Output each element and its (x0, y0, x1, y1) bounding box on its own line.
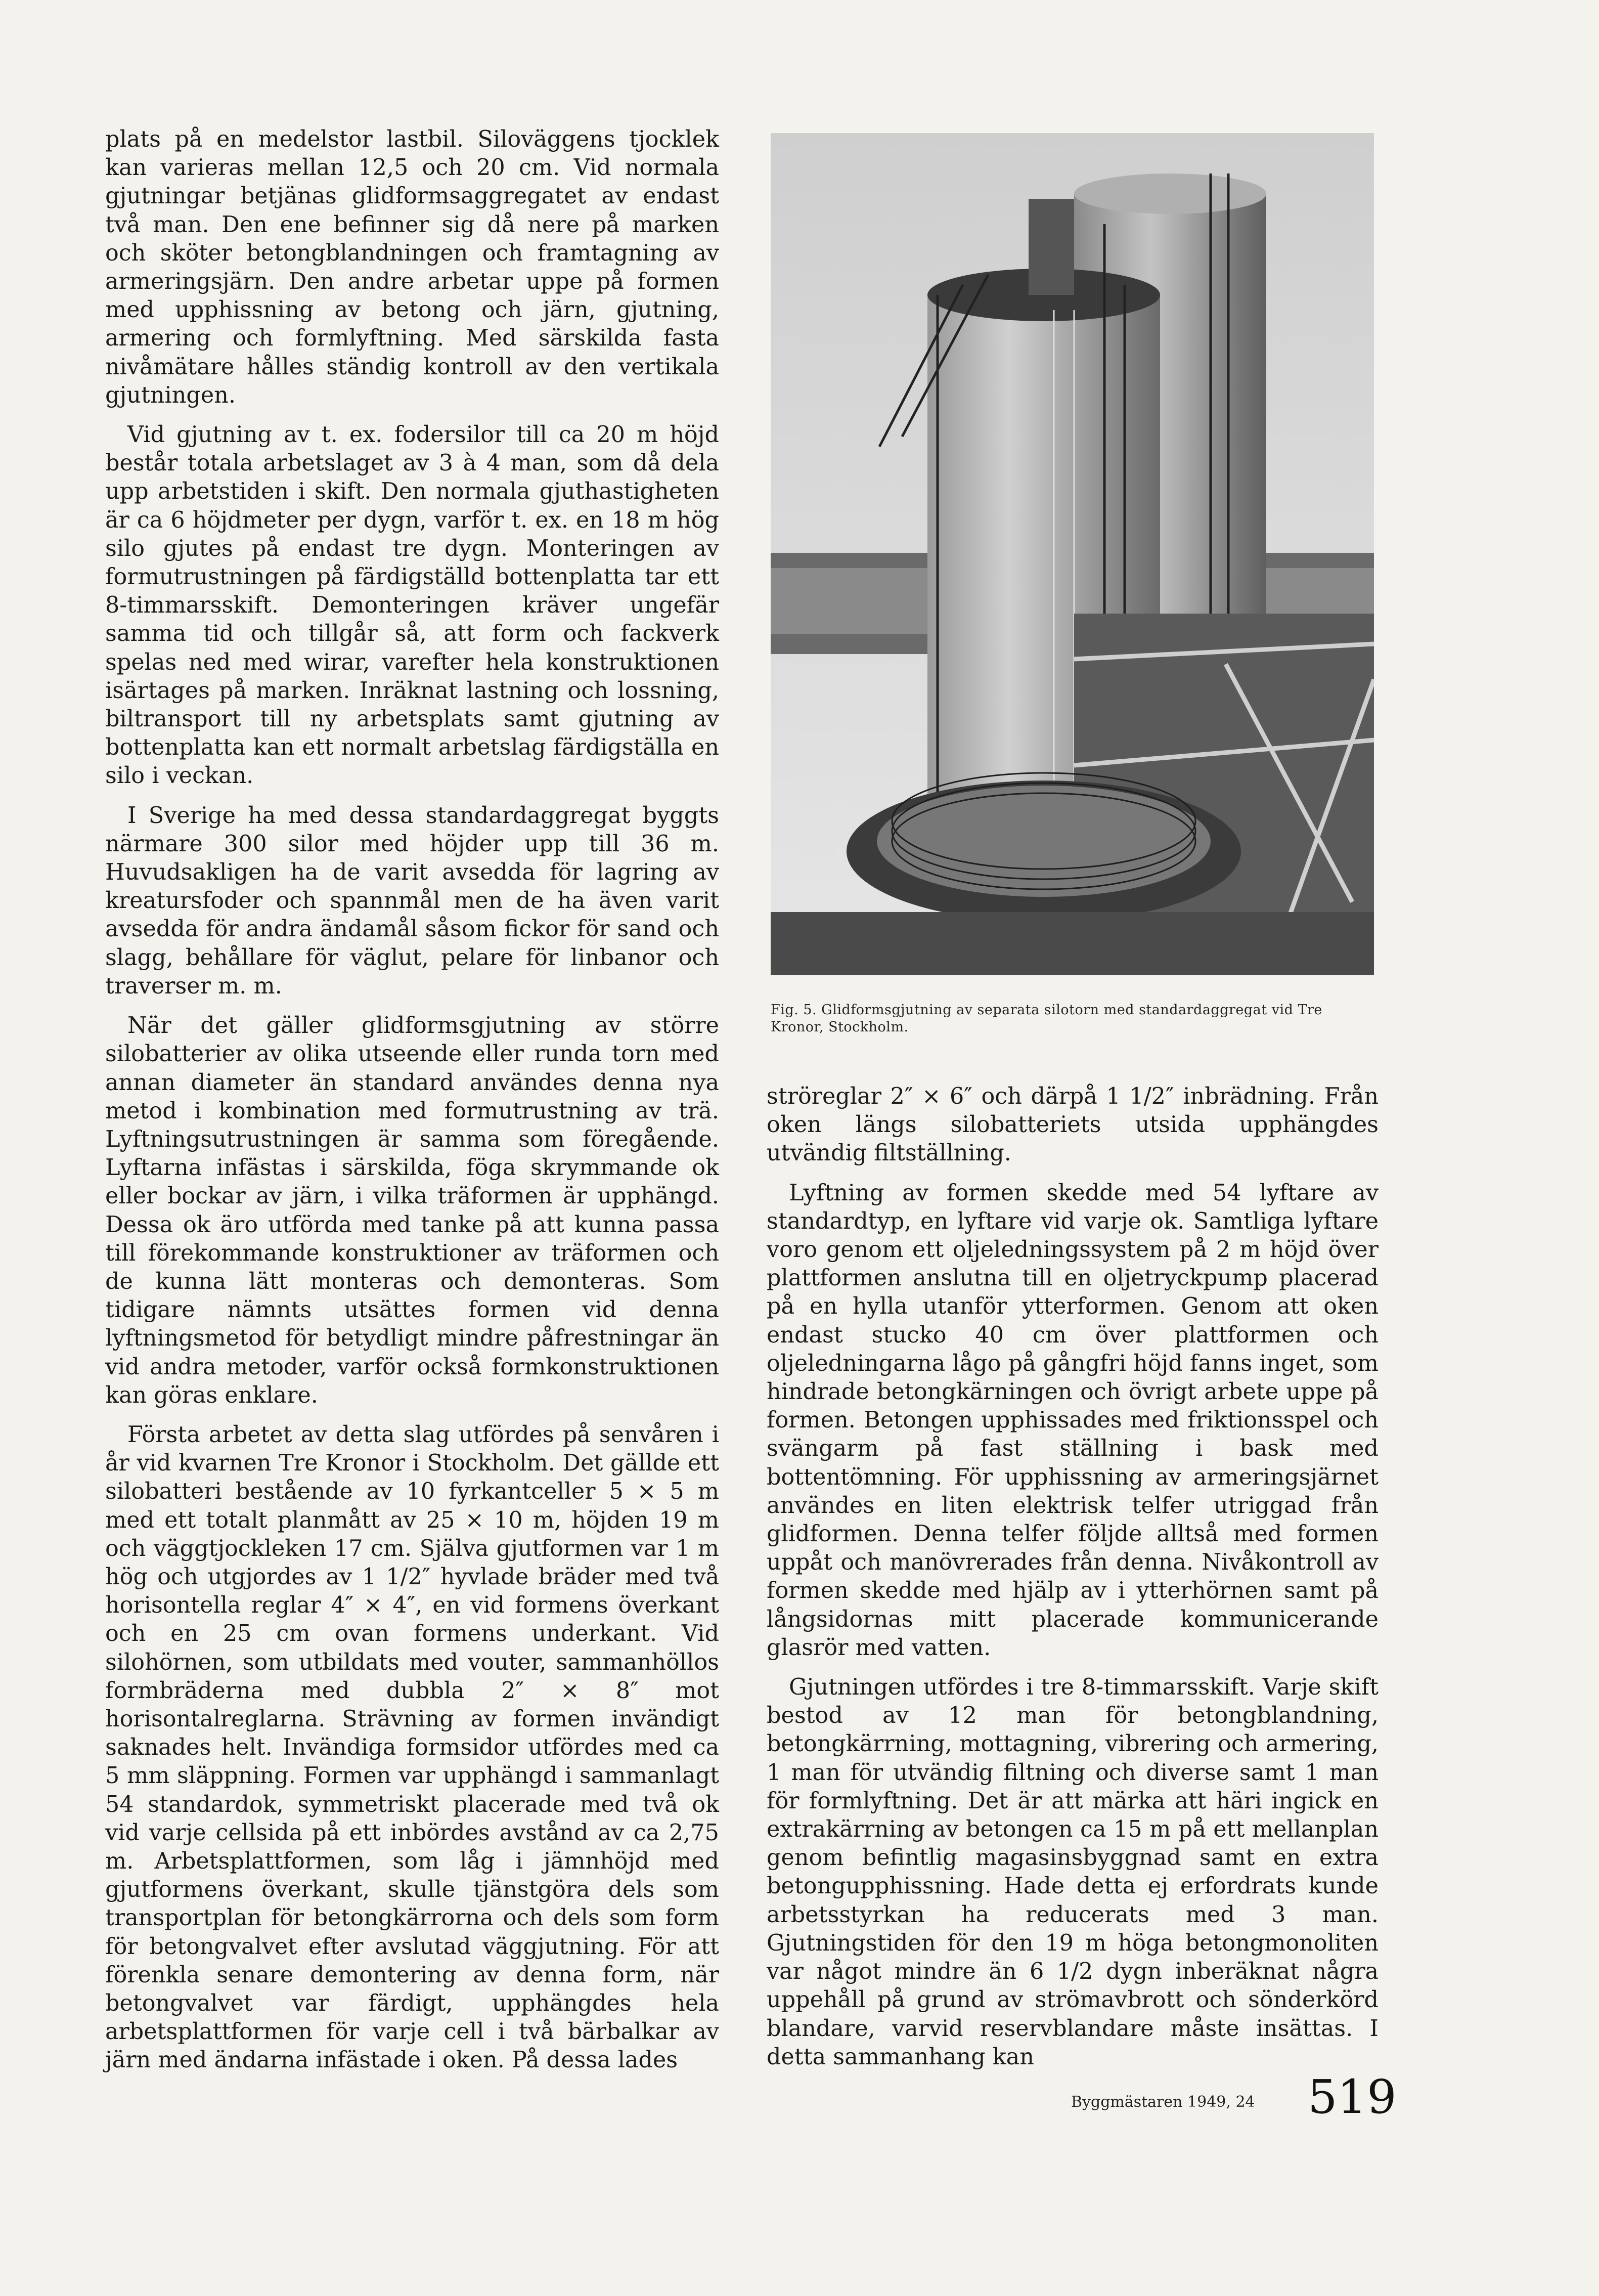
figure-caption: Fig. 5. Glidformsgjutning av separata silotorn med standardaggregat vid Tre Kronor, Stockholm. (771, 1002, 1322, 1035)
paragraph: När det gäller glidformsgjutning av större silobatterier av olika utseende eller runda torn med annan diameter än standard användes denna nya metod i kombination med formutrustning av trä. Lyftningsutrustningen är samma som föregående. Lyftarna infästas i särskilda, föga skrymmande ok eller bockar av järn, i vilka träformen är upphängd. Dessa ok äro utförda med tanke på att kunna passa till förekommande konstruktioner av träformen och de kunna lätt monteras och demonteras. Som tidigare nämnts utsättes formen vid denna lyftningsmetod för betydligt mindre påfrestningar än vid andra metoder, varför också formkonstruktionen kan göras enklare. (105, 1013, 719, 1408)
left-text-column (105, 125, 719, 2075)
journal-issue: Byggmästaren 1949, 24 (1071, 2093, 1255, 2111)
page-number: 519 (1308, 2070, 1397, 2124)
paragraph: Vid gjutning av t. ex. fodersilor till ca 20 m höjd består totala arbetslaget av 3 à 4 man, som då dela upp arbetstiden i skift. Den normala gjuthastigheten är ca 6 höjdmeter per dygn, varför t. ex. en 18 m hög silo gjutes på endast tre dygn. Monteringen av formutrustningen på färdigställd bottenplatta tar ett 8-timmarsskift. Demonteringen kräver ungefär samma tid och tillgår så, att form och fackverk spelas ned med wirar, varefter hela konstruktionen isärtages på marken. Inräknat lastning och lossning, biltransport till ny arbetsplats samt gjutning av bottenplatta kan ett normalt arbetslag färdigställa en silo i veckan. (105, 422, 719, 789)
right-text-column (767, 1082, 1379, 2071)
paragraph: Första arbetet av detta slag utfördes på senvåren i år vid kvarnen Tre Kronor i Stockholm. Det gällde ett silobatteri bestående av 10 fyrkantceller 5 × 5 m med ett totalt planmått av 25 × 10 m, höjden 19 m och väggtjockleken 17 cm. Själva gjutformen var 1 m hög och utgjordes av 1 1/2″ hyvlade bräder med två horisontella reglar 4″ × 4″, en vid formens överkant och en 25 cm ovan formens underkant. Vid silohörnen, som utbildats med vouter, sammanhöllos formbräderna med dubbla 2″ × 8″ mot horisontalreglarna. Strävning av formen invändigt saknades helt. Invändiga formsidor utfördes med ca 5 mm släppning. Formen var upphängd i sammanlagt 54 standardok, symmetriskt placerade med två ok vid varje cellsida på ett inbördes avstånd av ca 2,75 m. Arbetsplattformen, som låg i jämnhöjd med gjutformens överkant, skulle tjänstgöra dels som transportplan för betongkärrorna och dels som form för betongvalvet efter avslutad väggjutning. För att förenkla senare demontering av denna form, när betongvalvet var färdigt, upphängdes hela arbetsplattformen för varje cell i två bärbalkar av järn med ändarna infästade i oken. På dessa lades (105, 1421, 719, 2073)
construction-photo (771, 133, 1374, 975)
paragraph: Lyftning av formen skedde med 54 lyftare av standardtyp, en lyftare vid varje ok. Samtliga lyftare voro genom ett oljeledningssystem på 2 m höjd över plattformen anslutna till en oljetryckpump placerad på en hylla utanför ytterformen. Genom att oken endast stucko 40 cm över plattformen och oljeledningarna lågo på gångfri höjd fanns inget, som hindrade betongkärningen och övrigt arbete uppe på formen. Betongen upphissades med friktionsspel och svängarm på fast ställning i bask med bottentömning. För upphissning av armeringsjärnet användes en liten elektrisk telfer utriggad från glidformen. Denna telfer följde alltså med formen uppåt och manövrerades från denna. Nivåkontroll av formen skedde med hjälp av i ytterhörnen samt på långsidornas mitt placerade kommunicerande glasrör med vatten. (767, 1180, 1379, 1661)
paragraph: Gjutningen utfördes i tre 8-timmarsskift. Varje skift bestod av 12 man för betongblandning, betongkärrning, mottagning, vibrering och armering, 1 man för utvändig filtning och diverse samt 1 man för formlyftning. Det är att märka att häri ingick en extrakärrning av betongen ca 15 m på ett mellanplan genom befintlig magasinsbyggnad samt en extra betongupphissning. Hade detta ej erfordrats kunde arbetsstyrkan ha reducerats med 3 man. Gjutningstiden för den 19 m höga betongmonoliten var något mindre än 6 1/2 dygn inberäknat några uppehåll på grund av strömavbrott och sönderkörd blandare, varvid reservblandare måste insättas. I detta sammanhang kan (767, 1674, 1379, 2070)
silo-construction-illustration (771, 133, 1374, 975)
paragraph: ströreglar 2″ × 6″ och därpå 1 1/2″ inbrädning. Från oken längs silobatteriets utsida upphängdes utvändig filtställning. (767, 1084, 1379, 1166)
paragraph: I Sverige ha med dessa standardaggregat byggts närmare 300 silor med höjder upp till 36 m. Huvudsakligen ha de varit avsedda för lagring av kreatursfoder och spannmål men de ha även varit avsedda för andra ändamål såsom fickor för sand och slagg, behållare för väglut, pelare för linbanor och traverser m. m. (105, 802, 719, 999)
paragraph: plats på en medelstor lastbil. Siloväggens tjocklek kan varieras mellan 12,5 och 20 cm. Vid normala gjutningar betjänas glidformsaggregatet av endast två man. Den ene befinner sig då nere på marken och sköter betongblandningen och framtagning av armeringsjärn. Den andre arbetar uppe på formen med upphissning av betong och järn, gjutning, armering och formlyftning. Med särskilda fasta nivåmätare hålles ständig kontroll av den vertikala gjutningen. (105, 126, 719, 408)
